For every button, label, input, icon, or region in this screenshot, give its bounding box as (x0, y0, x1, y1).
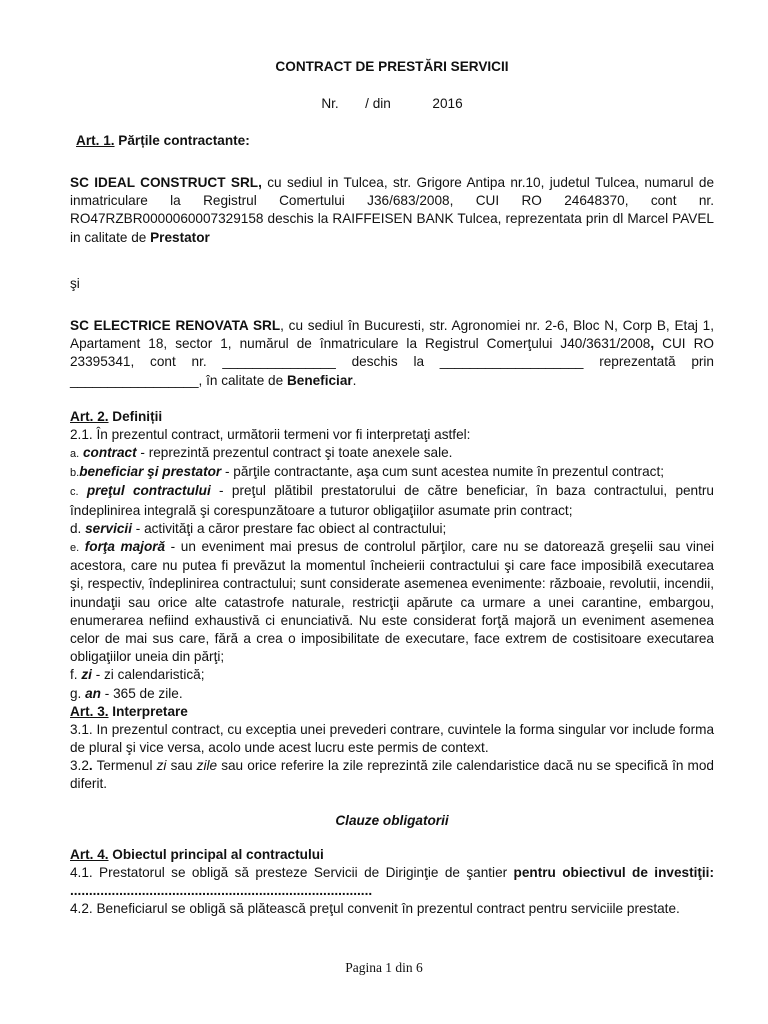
def-f-text: - zi calendaristică; (91, 667, 205, 683)
art1-label: Art. 1. (76, 133, 115, 148)
def-e-text: - un eveniment mai presus de controlul părţilor, care nu se datorează greşelii sau vinei acestora, care nu putea fi prevăzut la momentul încheierii contractului şi care face imposibilă executarea şi, respectiv, îndeplinirea contractului; sunt considerate asemenea evenimente: războaie, revolutii, incendii, inundaţii sau orice alte catastrofe naturale, restricţii apărute ca urmare a unei carantine, embargou, enumerarea nefiind exhaustivă ci enunciativă. Nu este considerat forţă majoră un eveniment asemenea celor de mai sus care, fără a crea o imposibilitate de executare, face extrem de costisitoare executarea obligaţiilor uneia din părţi; (70, 539, 715, 665)
beneficiar-paragraph (70, 317, 714, 390)
art3-title: Interpretare (108, 703, 188, 719)
art3-p2-zile: zile (196, 758, 218, 774)
def-e-term: forţa majoră (84, 539, 166, 555)
def-b-term: beneficiar şi prestator (79, 464, 222, 480)
def-c-letter: c. (70, 486, 79, 499)
def-b-letter: b. (70, 467, 80, 480)
page-footer: Pagina 1 din 6 (345, 960, 423, 975)
definition-b (70, 463, 714, 482)
art2-intro: 2.1. În prezentul contract, următorii termeni vor fi interpretaţi astfel: (70, 426, 471, 442)
definition-d (70, 520, 714, 538)
beneficiar-comma: , (650, 336, 655, 352)
beneficiar-role: Beneficiar (286, 372, 353, 388)
definition-g (70, 685, 714, 703)
definition-f (70, 666, 714, 684)
def-d-term: servicii (85, 520, 132, 536)
def-c-text: - preţul plătibil prestatorului de către beneficiar, în baza contractului, pentru îndeplinirea integrală şi corespunzătoare a tuturor obligaţiilor asumate prin contract; (70, 483, 714, 518)
def-b-text: - părţile contractante, aşa cum sunt acestea numite în prezentul contract; (221, 464, 664, 480)
definition-e (70, 538, 714, 666)
contract-title: CONTRACT DE PRESTĂRI SERVICII (275, 59, 509, 74)
definition-a (70, 444, 714, 463)
prestator-name: SC IDEAL CONSTRUCT SRL, (70, 175, 262, 190)
def-c-term: preţul contractului (86, 483, 211, 499)
art3-p2-a: Termenul (92, 758, 157, 774)
def-f-letter: f. (70, 667, 78, 683)
def-e-letter: e. (70, 542, 80, 555)
art2-heading (70, 408, 714, 426)
art4-heading (70, 846, 714, 864)
art3-paragraph-2 (70, 757, 714, 793)
def-d-text: - activităţi a căror prestare fac obiect al contractului; (132, 520, 447, 536)
art3-paragraph-1: 3.1. In prezentul contract, cu exceptia unei prevederi contrare, cuvintele la forma singular vor include forma de plural şi vice versa, acolo unde acest lucru este permis de context. (70, 721, 714, 756)
art3-p2-dot: . (88, 758, 93, 774)
contract-number-line: Nr. / din 2016 (321, 96, 463, 111)
art4-p1-bold: pentru obiectivul de investiţii: ................................................................................ (70, 864, 714, 898)
prestator-role: Prestator (150, 229, 210, 245)
art4-paragraph-2: 4.2. Beneficiarul se obligă să plătească preţul convenit în prezentul contract pentru serviciile prestate. (70, 901, 680, 917)
conjunction: şi (70, 275, 80, 291)
beneficiar-details-2: CUI RO 23395341, cont nr. _______________ deschis la ___________________ reprezentată prin _________________, în calitate de (70, 336, 714, 388)
art4-title: Obiectul principal al contractului (108, 846, 324, 862)
prestator-paragraph (70, 174, 714, 247)
art3-p2-zi: zi (156, 758, 167, 774)
art1-heading (70, 132, 714, 150)
beneficiar-name: SC ELECTRICE RENOVATA SRL (70, 318, 281, 334)
art3-p2-c: sau orice referire la zile reprezintă zile calendaristice dacă nu se specifică în mod diferit. (70, 758, 714, 792)
definition-c (70, 482, 714, 519)
beneficiar-details-1: , cu sediul în Bucuresti, str. Agronomiei nr. 2-6, Bloc N, Corp B, Etaj 1, Apartament 18, sector 1, numărul de înmatriculare la Registrul Comerţului J40/3631/2008 (70, 318, 714, 352)
art2-label: Art. 2. (70, 408, 109, 424)
art3-label: Art. 3. (70, 703, 109, 719)
def-g-text: - 365 de zile. (101, 685, 183, 701)
def-a-term: contract (82, 445, 137, 461)
beneficiar-end: . (352, 372, 357, 388)
art4-label: Art. 4. (70, 846, 109, 862)
def-g-term: an (85, 685, 101, 701)
def-f-term: zi (81, 667, 92, 683)
art3-p2-num: 3.2 (70, 758, 89, 774)
art4-p1-text: 4.1. Prestatorul se obligă să presteze Servicii de Diriginţie de şantier (70, 864, 514, 880)
document-body (70, 58, 714, 918)
art3-p2-b: sau (166, 758, 197, 774)
def-a-letter: a. (70, 448, 80, 461)
def-a-text: - reprezintă prezentul contract şi toate anexele sale. (136, 445, 453, 461)
art1-title: Părțile contractante: (114, 133, 250, 148)
def-d-letter: d. (70, 520, 82, 536)
def-g-letter: g. (70, 685, 82, 701)
prestator-details: cu sediul in Tulcea, str. Grigore Antipa nr.10, judetul Tulcea, numarul de inmatriculare la Registrul Comertului J36/683/2008, CUI RO 24648370, cont nr. RO47RZBR0000060007329158 deschis la RAIFFEISEN BANK Tulcea, reprezentata prin dl Marcel PAVEL in calitate de (70, 175, 714, 245)
art2-title: Definiții (108, 408, 163, 424)
clauze-heading: Clauze obligatorii (335, 812, 449, 828)
art3-heading (70, 703, 714, 721)
art4-paragraph-1 (70, 864, 714, 900)
